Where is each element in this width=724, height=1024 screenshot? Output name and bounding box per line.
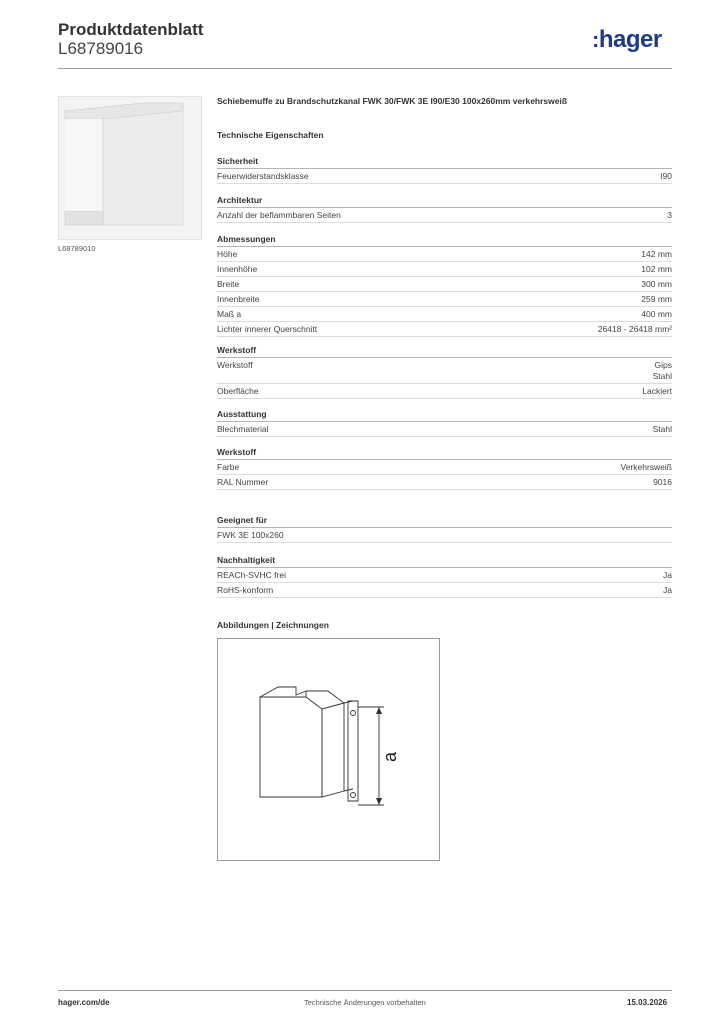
section-title: Geeignet für: [217, 514, 672, 528]
spec-value: 9016: [653, 477, 672, 487]
spec-row: [217, 528, 672, 543]
spec-label: Innenbreite: [217, 294, 260, 304]
section-sicherheit: [217, 155, 672, 184]
spec-label: Breite: [217, 279, 240, 289]
spec-row: [217, 208, 672, 223]
section-nachhaltigkeit: [217, 554, 672, 598]
footer-website[interactable]: hager.com/de: [58, 998, 110, 1007]
section-title: Werkstoff: [217, 344, 672, 358]
spec-label: Höhe: [217, 249, 238, 259]
spec-value: 300 mm: [641, 279, 672, 289]
spec-row: [217, 460, 672, 475]
spec-value: 102 mm: [641, 264, 672, 274]
spec-row: [217, 169, 672, 184]
section-werkstoff-farbe: [217, 446, 672, 490]
spec-value: 259 mm: [641, 294, 672, 304]
spec-value: Stahl: [652, 371, 672, 381]
spec-row: [217, 277, 672, 292]
spec-label: Oberfläche: [217, 386, 259, 396]
section-title: Nachhaltigkeit: [217, 554, 672, 568]
section-title: Sicherheit: [217, 155, 672, 169]
header-divider: [58, 68, 672, 69]
section-architektur: [217, 194, 672, 223]
spec-value: 142 mm: [641, 249, 672, 259]
spec-label: RAL Nummer: [217, 477, 269, 487]
spec-row: [217, 322, 672, 337]
spec-label: REACh-SVHC frei: [217, 570, 286, 580]
spec-label: Lichter innerer Querschnitt: [217, 324, 318, 334]
spec-row: [217, 358, 672, 384]
section-ausstattung: [217, 408, 672, 437]
spec-label: Anzahl der beflammbaren Seiten: [217, 210, 341, 220]
photo-caption: L68789010: [58, 244, 96, 253]
spec-value: 3: [667, 210, 672, 220]
spec-value: Verkehrsweiß: [620, 462, 672, 472]
footer-notice: Technische Änderungen vorbehalten: [304, 998, 426, 1007]
tech-heading: Technische Eigenschaften: [217, 130, 324, 140]
section-geeignet: [217, 514, 672, 543]
section-title: Abmessungen: [217, 233, 672, 247]
spec-row: [217, 475, 672, 490]
spec-row: [217, 307, 672, 322]
spec-row: [217, 247, 672, 262]
spec-label: Maß a: [217, 309, 242, 319]
spec-value: Gips: [654, 360, 672, 370]
dimension-label-a: a: [380, 751, 400, 762]
spec-label: Werkstoff: [217, 360, 253, 370]
section-title: Architektur: [217, 194, 672, 208]
footer-date: 15.03.2026: [627, 998, 668, 1007]
spec-value-group: [653, 360, 672, 382]
spec-label: RoHS-konform: [217, 585, 274, 595]
hager-logo: :hager: [592, 26, 662, 53]
logo-text: hager: [598, 26, 662, 53]
product-code: L68789016: [58, 39, 144, 58]
spec-label: Innenhöhe: [217, 264, 258, 274]
spec-value: 400 mm: [641, 309, 672, 319]
spec-row: [217, 583, 672, 598]
drawings-heading: Abbildungen | Zeichnungen: [217, 620, 329, 630]
spec-value: Stahl: [652, 424, 672, 434]
section-title: Werkstoff: [217, 446, 672, 460]
product-photo: [58, 96, 202, 240]
spec-row: [217, 568, 672, 583]
spec-label: Farbe: [217, 462, 240, 472]
spec-row: [217, 292, 672, 307]
spec-label: FWK 3E 100x260: [217, 530, 284, 540]
spec-label: Feuerwiderstandsklasse: [217, 171, 309, 181]
technical-drawing: [217, 638, 440, 861]
spec-value: 26418 - 26418 mm²: [597, 324, 672, 334]
spec-row: [217, 422, 672, 437]
spec-value: Ja: [663, 585, 672, 595]
footer-divider: [58, 990, 672, 991]
spec-row: [217, 262, 672, 277]
spec-value: Lackiert: [642, 386, 672, 396]
page-title: Produktdatenblatt: [58, 20, 204, 39]
product-description: Schiebemuffe zu Brandschutzkanal FWK 30/FWK 3E I90/E30 100x260mm verkehrsweiß: [217, 96, 568, 106]
section-title: Ausstattung: [217, 408, 672, 422]
spec-row: [217, 384, 672, 399]
spec-value: I90: [660, 171, 672, 181]
spec-value: Ja: [663, 570, 672, 580]
section-werkstoff: [217, 344, 672, 399]
spec-label: Blechmaterial: [217, 424, 269, 434]
section-abmessungen: [217, 233, 672, 337]
